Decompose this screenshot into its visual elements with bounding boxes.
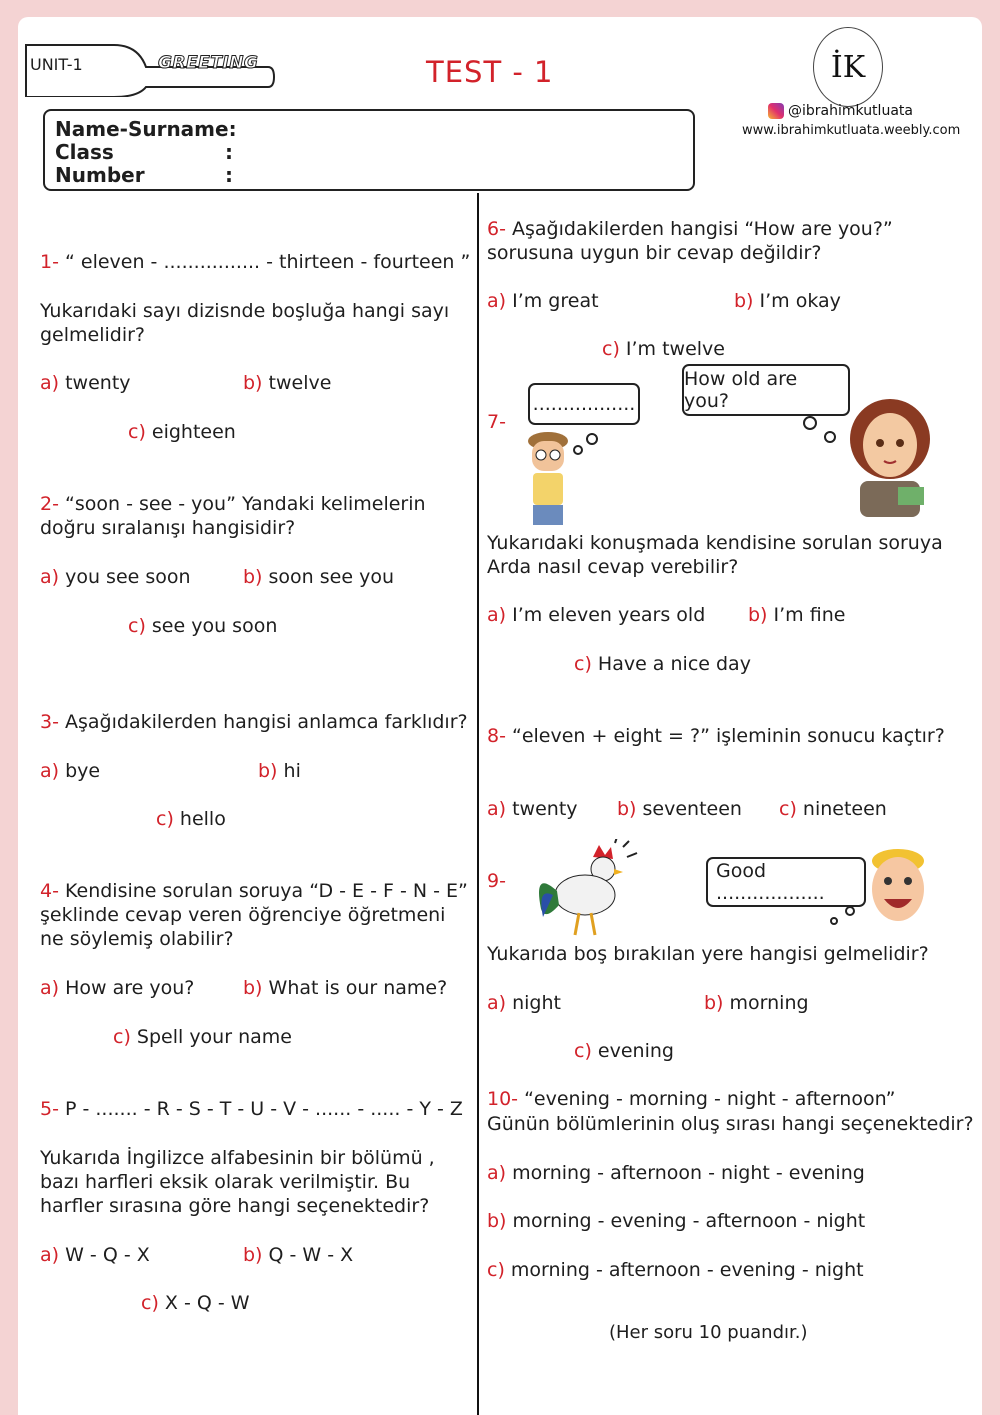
question-5: 5- P - ....... - R - S - T - U - V - ...... - ..... - Y - Z (40, 1098, 463, 1120)
q2-option-a[interactable]: a) you see soon (40, 566, 191, 588)
column-divider (477, 193, 479, 1415)
q7-option-a[interactable]: a) I’m eleven years old (487, 604, 706, 626)
q5-option-b[interactable]: b) Q - W - X (243, 1244, 354, 1266)
boy-speech-bubble: ................. (528, 383, 640, 425)
question-9-desc: Yukarıda boş bırakılan yere hangisi gelmelidir? (487, 943, 929, 965)
name-surname-label: Name-Surname: (55, 117, 237, 141)
class-label: Class (55, 140, 114, 164)
question-6: 6- Aşağıdakilerden hangisi “How are you?” sorusuna uygun bir cevap değildir? (487, 218, 893, 264)
question-9-number: 9- (487, 870, 506, 892)
blond-boy-illustration (866, 847, 930, 929)
q3-option-c[interactable]: c) hello (156, 808, 226, 830)
q6-option-c[interactable]: c) I’m twelve (602, 338, 725, 360)
girl-illustration (846, 395, 934, 517)
question-3: 3- Aşağıdakilerden hangisi anlamca farklıdır? (40, 711, 468, 733)
q6-option-b[interactable]: b) I’m okay (734, 290, 841, 312)
class-colon: : (225, 140, 233, 164)
q6-option-a[interactable]: a) I’m great (487, 290, 599, 312)
q1-option-a[interactable]: a) twenty (40, 372, 131, 394)
boy-good-bubble: Good .................. (706, 857, 866, 907)
question-10: 10- “evening - morning - night - afternoon” (487, 1088, 896, 1110)
q10-option-b[interactable]: b) morning - evening - afternoon - night (487, 1210, 866, 1232)
girl-speech-bubble: How old are you? (682, 364, 850, 416)
question-2: 2- “soon - see - you” Yandaki kelimelerin doğru sıralanışı hangisidir? (40, 493, 426, 539)
instagram-icon (768, 103, 784, 119)
q5-option-c[interactable]: c) X - Q - W (141, 1292, 250, 1314)
instagram-handle: @ibrahimkutluata (768, 103, 913, 119)
q4-option-b[interactable]: b) What is our name? (243, 977, 448, 999)
good-thought-dots (822, 905, 858, 929)
question-4: 4- Kendisine sorulan soruya “D - E - F - N - E” şeklinde cevap veren öğrenciye öğretmeni ne söylemiş olabilir? (40, 880, 468, 950)
q9-option-c[interactable]: c) evening (574, 1040, 674, 1062)
q4-option-a[interactable]: a) How are you? (40, 977, 195, 999)
question-1-desc: Yukarıdaki sayı dizisnde boşluğa hangi sayı gelmelidir? (40, 300, 450, 346)
q10-option-a[interactable]: a) morning - afternoon - night - evening (487, 1162, 865, 1184)
test-title: TEST - 1 (426, 55, 554, 89)
q10-option-c[interactable]: c) morning - afternoon - evening - night (487, 1259, 864, 1281)
website-link[interactable]: www.ibrahimkutluata.weebly.com (742, 123, 961, 138)
logo-letters: İK (830, 49, 866, 85)
q3-option-a[interactable]: a) bye (40, 760, 101, 782)
q4-option-c[interactable]: c) Spell your name (113, 1026, 292, 1048)
worksheet-page (18, 17, 982, 1415)
theme-label: GREETING (158, 53, 259, 73)
q1-option-b[interactable]: b) twelve (243, 372, 332, 394)
q7-option-b[interactable]: b) I’m fine (748, 604, 846, 626)
q7-option-c[interactable]: c) Have a nice day (574, 653, 751, 675)
question-1: 1- “ eleven - ................ - thirteen - fourteen ” (40, 251, 471, 273)
q9-option-b[interactable]: b) morning (704, 992, 809, 1014)
q2-option-c[interactable]: c) see you soon (128, 615, 278, 637)
question-7-number: 7- (487, 411, 506, 433)
q8-option-a[interactable]: a) twenty (487, 798, 578, 820)
unit-label: UNIT-1 (30, 55, 83, 74)
q3-option-b[interactable]: b) hi (258, 760, 301, 782)
q2-option-b[interactable]: b) soon see you (243, 566, 394, 588)
question-7-desc: Yukarıdaki konuşmada kendisine sorulan soruya Arda nasıl cevap verebilir? (487, 532, 943, 578)
q9-option-a[interactable]: a) night (487, 992, 561, 1014)
question-5-desc: Yukarıda İngilizce alfabesinin bir bölümü , bazı harfleri eksik olarak verilmiştir. Bu harfler sırasına göre hangi seçenektedir? (40, 1147, 435, 1217)
score-note: (Her soru 10 puandır.) (609, 1322, 808, 1343)
q8-option-c[interactable]: c) nineteen (779, 798, 887, 820)
number-colon: : (225, 163, 233, 187)
q1-option-c[interactable]: c) eighteen (128, 421, 236, 443)
q8-option-b[interactable]: b) seventeen (617, 798, 742, 820)
girl-thought-dots (798, 415, 848, 465)
rooster-illustration (523, 839, 641, 939)
question-10-desc: Günün bölümlerinin oluş sırası hangi seçenektedir? (487, 1113, 974, 1135)
boy-illustration (518, 427, 580, 527)
question-8: 8- “eleven + eight = ?” işleminin sonucu kaçtır? (487, 725, 945, 747)
q5-option-a[interactable]: a) W - Q - X (40, 1244, 150, 1266)
author-logo (813, 27, 883, 107)
number-label: Number (55, 163, 145, 187)
